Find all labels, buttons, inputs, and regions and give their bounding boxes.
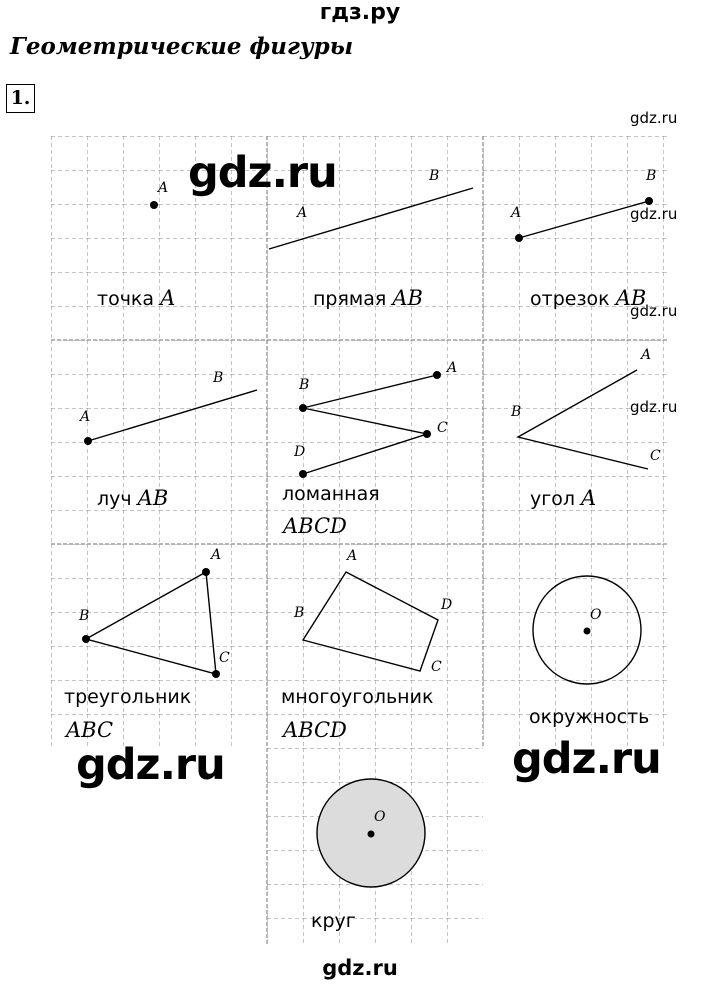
watermark-small-3: gdz.ru <box>630 302 678 320</box>
site-header: гдз.ру <box>319 0 401 25</box>
circle-center-dot <box>584 628 591 635</box>
angle-a-label: A <box>641 347 652 363</box>
grid-panel-angle <box>483 340 667 544</box>
polygon-d-label: D <box>441 597 453 613</box>
ray-b-label: B <box>213 370 224 386</box>
point-a-dot <box>150 201 158 209</box>
segment-a-label: A <box>511 205 522 221</box>
segment-b-label: B <box>646 168 657 184</box>
point-a-label: A <box>158 180 169 196</box>
triangle-caption: треугольник <box>64 686 192 708</box>
angle-b-label: B <box>511 404 522 420</box>
polyline-a-label: A <box>447 360 458 376</box>
watermark-small-4: gdz.ru <box>630 398 678 416</box>
line-caption: прямая AB <box>313 286 423 310</box>
circle-caption: окружность <box>529 706 650 728</box>
line-a-label: A <box>297 205 308 221</box>
watermark-small-1: gdz.ru <box>630 109 678 127</box>
polyline-a-dot <box>433 371 441 379</box>
segment-caption: отрезок AB <box>530 286 647 310</box>
polyline-b-dot <box>299 404 307 412</box>
section-title: Геометрические фигуры <box>10 33 354 60</box>
angle-caption: угол A <box>530 486 597 510</box>
angle-c-label: C <box>650 448 661 464</box>
polygon-c-label: C <box>431 659 442 675</box>
grid-panel-ray <box>51 340 267 544</box>
task-number: 1. <box>6 84 35 113</box>
segment-b-dot <box>645 197 653 205</box>
triangle-a-label: A <box>211 547 222 563</box>
polygon-caption: многоугольник <box>281 686 434 708</box>
triangle-b-label: B <box>79 608 90 624</box>
disk-caption: круг <box>311 910 356 932</box>
ray-a-dot <box>84 437 92 445</box>
polyline-d-label: D <box>294 444 306 460</box>
site-footer: gdz.ru <box>322 956 398 980</box>
polyline-c-label: C <box>437 420 448 436</box>
watermark-big-3: gdz.ru <box>512 734 661 784</box>
triangle-c-label: C <box>219 650 230 666</box>
ray-a-label: A <box>80 409 91 425</box>
polygon-caption-name: ABCD <box>283 718 347 742</box>
polyline-b-label: B <box>299 377 310 393</box>
disk-center-dot <box>368 831 375 838</box>
polygon-a-label: A <box>347 548 358 564</box>
polyline-caption-name: ABCD <box>283 514 347 538</box>
triangle-caption-name: ABC <box>66 718 114 742</box>
line-b-label: B <box>429 168 440 184</box>
polyline-caption: ломанная <box>282 483 380 505</box>
watermark-big-1: gdz.ru <box>188 148 337 198</box>
triangle-c-dot <box>212 670 220 678</box>
watermark-small-2: gdz.ru <box>630 205 678 223</box>
ray-caption: луч AB <box>97 486 169 510</box>
polygon-b-label: B <box>294 605 305 621</box>
segment-a-dot <box>515 234 523 242</box>
circle-o-label: O <box>590 607 602 623</box>
triangle-b-dot <box>82 635 90 643</box>
point-caption: точка A <box>97 286 176 310</box>
polyline-c-dot <box>423 430 431 438</box>
disk-o-label: O <box>374 809 386 825</box>
triangle-a-dot <box>202 568 210 576</box>
polyline-d-dot <box>299 470 307 478</box>
watermark-big-2: gdz.ru <box>76 740 225 790</box>
